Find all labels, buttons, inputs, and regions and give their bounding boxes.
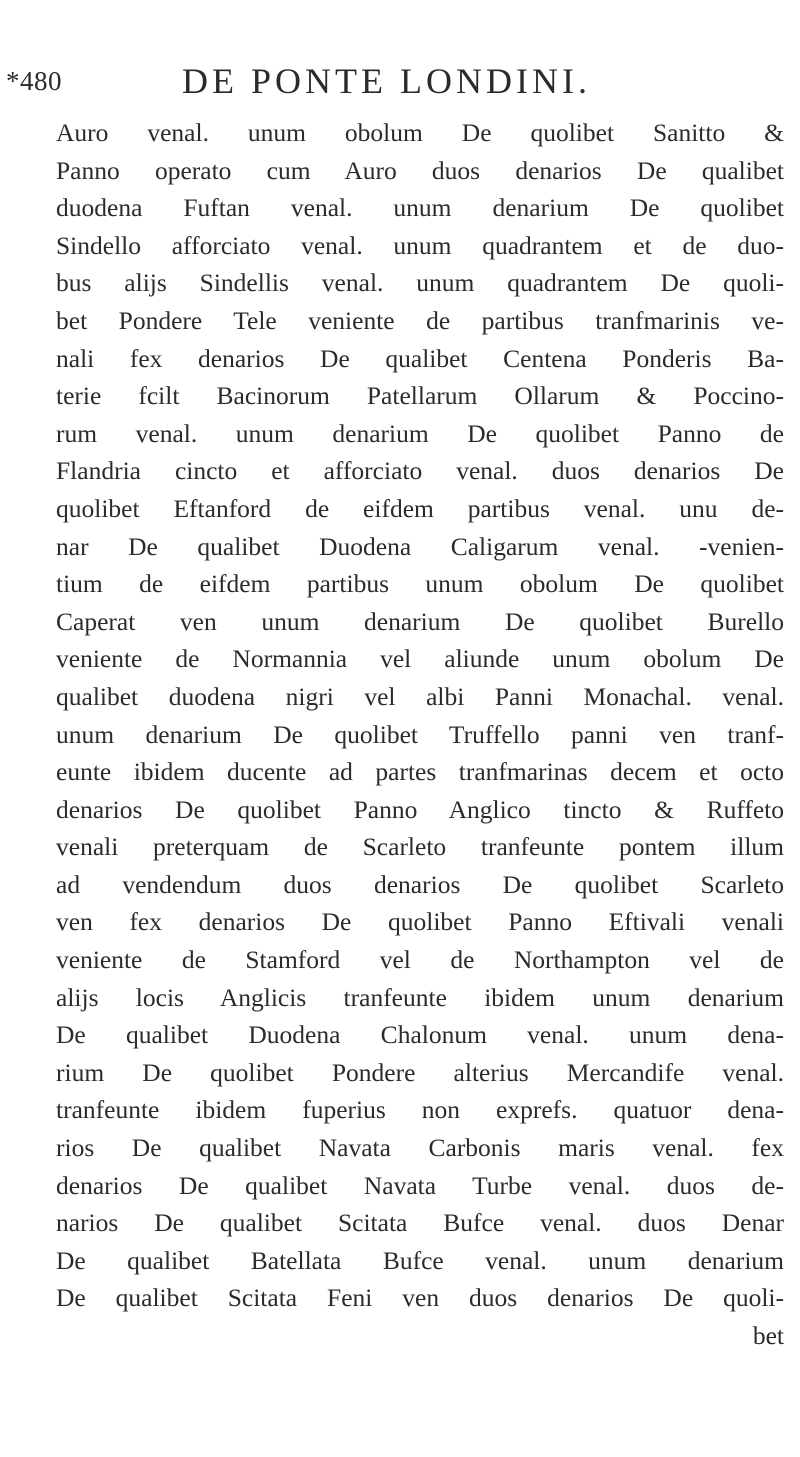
text-line: eunte ibidem ducente ad partes tranfmarinas decem et octo [56, 757, 784, 787]
text-line: alijs locis Anglicis tranfeunte ibidem unum denarium [56, 982, 784, 1012]
text-line: qualibet duodena nigri vel albi Panni Monachal. venal. [56, 681, 784, 711]
text-line: quolibet Eftanford de eifdem partibus venal. unu de- [56, 493, 784, 523]
text-line: rum venal. unum denarium De quolibet Panno de [56, 418, 784, 448]
text-line: terie fcilt Bacinorum Patellarum Ollarum & Poccino- [56, 381, 784, 411]
text-line: De qualibet Scitata Feni ven duos denarios De quoli- [56, 1283, 784, 1313]
text-line: narios De qualibet Scitata Bufce venal. duos Denar [56, 1208, 784, 1238]
text-line: tranfeunte ibidem fuperius non exprefs. quatuor dena- [56, 1095, 784, 1125]
page-number: *480 [6, 66, 62, 96]
running-head: DE PONTE LONDINI. [182, 61, 591, 101]
text-line: venali preterquam de Scarleto tranfeunte pontem illum [56, 832, 784, 862]
text-line: unum denarium De quolibet Truffello panni ven tranf- [56, 719, 784, 749]
text-line: veniente de Stamford vel de Northampton vel de [56, 945, 784, 975]
text-line: Flandria cincto et afforciato venal. duos denarios De [56, 456, 784, 486]
text-line: duodena Fuftan venal. unum denarium De quolibet [56, 193, 784, 223]
text-line: denarios De quolibet Panno Anglico tincto & Ruffeto [56, 794, 784, 824]
text-line: bet Pondere Tele veniente de partibus tranfmarinis ve- [56, 305, 784, 335]
text-line: Sindello afforciato venal. unum quadrantem et de duo- [56, 230, 784, 260]
text-line: De qualibet Batellata Bufce venal. unum denarium [56, 1245, 784, 1275]
text-line: rium De quolibet Pondere alterius Mercandife venal. [56, 1057, 784, 1087]
text-line: nali fex denarios De qualibet Centena Ponderis Ba- [56, 343, 784, 373]
text-line: nar De qualibet Duodena Caligarum venal. -venien- [56, 531, 784, 561]
body-text [56, 114, 784, 1355]
catchword: bet [752, 1321, 784, 1350]
text-line: veniente de Normannia vel aliunde unum obolum De [56, 644, 784, 674]
text-line: Caperat ven unum denarium De quolibet Burello [56, 606, 784, 636]
text-line: denarios De qualibet Navata Turbe venal. duos de- [56, 1170, 784, 1200]
text-line: Auro venal. unum obolum De quolibet Sanitto & [56, 118, 784, 147]
text-line: De qualibet Duodena Chalonum venal. unum dena- [56, 1020, 784, 1050]
text-line: rios De qualibet Navata Carbonis maris venal. fex [56, 1133, 784, 1163]
text-line: bus alijs Sindellis venal. unum quadrantem De quoli- [56, 268, 784, 298]
text-line: ad vendendum duos denarios De quolibet Scarleto [56, 869, 784, 899]
text-line: Panno operato cum Auro duos denarios De qualibet [56, 155, 784, 185]
text-line: ven fex denarios De quolibet Panno Eftivali venali [56, 907, 784, 937]
text-line: tium de eifdem partibus unum obolum De quolibet [56, 569, 784, 599]
